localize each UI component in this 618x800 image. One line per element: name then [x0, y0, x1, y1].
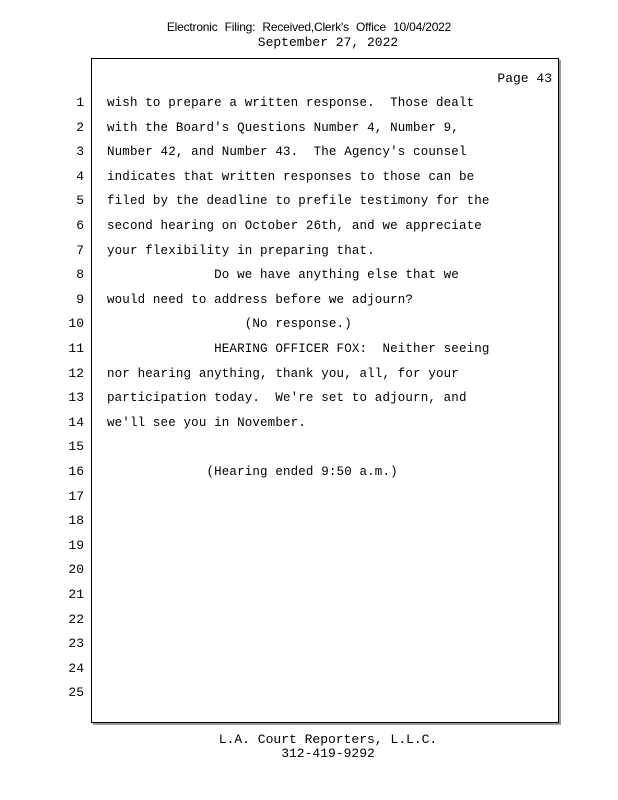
- hearing-date: September 27, 2022: [257, 35, 399, 50]
- transcript-line: participation today. We're set to adjourn, and: [107, 391, 467, 406]
- line-number: 12: [68, 365, 84, 381]
- transcript-line: indicates that written responses to those can be: [107, 169, 475, 184]
- line-number: 2: [76, 119, 84, 135]
- line-number: 22: [68, 611, 84, 627]
- transcript-line: (Hearing ended 9:50 a.m.): [107, 465, 398, 479]
- transcript-line: Do we have anything else that we: [107, 268, 459, 283]
- court-reporter-phone: 312-419-9292: [281, 746, 375, 761]
- line-number: 23: [68, 636, 84, 652]
- line-number: 3: [76, 144, 84, 160]
- line-number: 14: [68, 414, 84, 430]
- reporter-footer: [0, 733, 618, 761]
- transcript-line: filed by the deadline to prefile testimony for the: [107, 194, 490, 209]
- transcript-line: (No response.): [107, 317, 352, 332]
- line-number: 17: [68, 488, 84, 504]
- line-number: 4: [76, 168, 84, 184]
- line-number: 18: [68, 513, 84, 529]
- line-number: 11: [68, 341, 84, 356]
- transcript-line: wish to prepare a written response. Those dealt: [107, 96, 475, 110]
- transcript-line: nor hearing anything, thank you, all, for your: [107, 366, 459, 381]
- line-number: 25: [68, 685, 84, 701]
- transcript-line: Number 42, and Number 43. The Agency's counsel: [107, 145, 467, 160]
- transcript-line: your flexibility in preparing that.: [107, 243, 375, 258]
- line-number: 8: [76, 267, 84, 283]
- court-reporter-name: L.A. Court Reporters, L.L.C.: [218, 732, 438, 747]
- line-number: 1: [76, 95, 84, 110]
- line-number: 21: [68, 587, 84, 602]
- line-number: 10: [68, 316, 84, 332]
- line-number: 13: [68, 390, 84, 406]
- line-number: 15: [68, 439, 84, 455]
- transcript-line: with the Board's Questions Number 4, Number 9,: [107, 120, 459, 135]
- line-number: 6: [76, 218, 84, 233]
- transcript-line: second hearing on October 26th, and we appreciate: [107, 219, 482, 233]
- filing-stamp: Electronic Filing: Received,Clerk's Office 10/04/2022: [166, 20, 452, 34]
- line-number: 20: [68, 562, 84, 578]
- transcript-line: we'll see you in November.: [107, 415, 306, 430]
- transcript-line: HEARING OFFICER FOX: Neither seeing: [107, 342, 490, 356]
- line-number: 7: [76, 242, 84, 258]
- line-number: 9: [76, 291, 84, 307]
- line-number: 16: [68, 464, 84, 479]
- line-number: 24: [68, 660, 84, 676]
- line-number: 5: [76, 193, 84, 209]
- line-number: 19: [68, 537, 84, 553]
- transcript-line: would need to address before we adjourn?: [107, 292, 414, 307]
- page-number: Page 43: [497, 71, 552, 86]
